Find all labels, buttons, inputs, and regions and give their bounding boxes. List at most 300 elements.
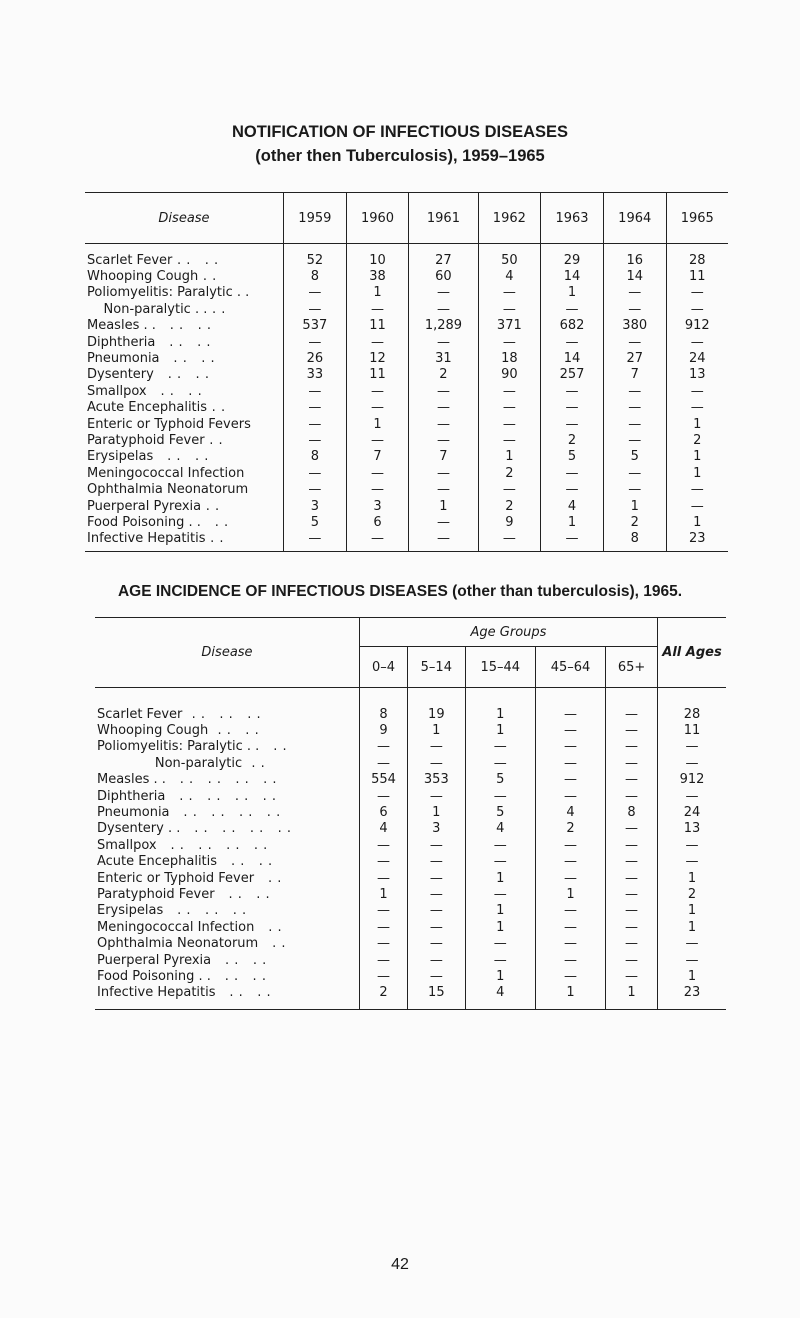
cell-value: — <box>666 481 728 497</box>
cell-value: — <box>360 854 408 870</box>
cell-value: 15 <box>407 985 465 1010</box>
cell-value: — <box>658 952 727 968</box>
cell-value: — <box>658 854 727 870</box>
dot-leader: . . . . <box>215 985 272 1001</box>
cell-value: 24 <box>666 350 728 366</box>
cell-value: — <box>360 788 408 804</box>
table-row <box>95 788 726 804</box>
table-row <box>95 739 726 755</box>
cell-value: 6 <box>346 514 409 530</box>
table-row <box>85 334 728 350</box>
cell-value: — <box>407 854 465 870</box>
cell-value: 2 <box>541 432 604 448</box>
cell-value: 18 <box>478 350 541 366</box>
cell-value: 8 <box>284 449 347 465</box>
cell-value: — <box>346 481 409 497</box>
age-groups-header: Age Groups <box>360 618 658 647</box>
cell-value: — <box>541 383 604 399</box>
disease-name <box>85 268 284 284</box>
disease-name <box>85 498 284 514</box>
cell-value: 7 <box>346 449 409 465</box>
cell-value: — <box>535 919 605 935</box>
disease-label: Measles . . <box>87 318 156 334</box>
cell-value: — <box>658 837 727 853</box>
disease-name <box>95 985 360 1010</box>
age-incidence-table <box>95 617 726 1010</box>
table-row <box>95 886 726 902</box>
cell-value: — <box>541 400 604 416</box>
cell-value: — <box>603 416 666 432</box>
cell-value: — <box>535 968 605 984</box>
dot-leader: . . . . <box>214 886 271 902</box>
cell-value: — <box>541 416 604 432</box>
dot-leader: . . <box>205 531 225 547</box>
disease-label: Enteric or Typhoid Fevers <box>87 416 251 432</box>
cell-value: — <box>478 432 541 448</box>
cell-value: — <box>606 821 658 837</box>
cell-value: 8 <box>360 688 408 723</box>
table-row <box>85 244 728 269</box>
cell-value: — <box>606 688 658 723</box>
cell-value: — <box>658 755 727 771</box>
cell-value: 28 <box>658 688 727 723</box>
cell-value: — <box>407 952 465 968</box>
table-row <box>85 301 728 317</box>
disease-label: Enteric or Typhoid Fever <box>97 870 255 886</box>
table-row <box>85 400 728 416</box>
dot-leader: . . <box>204 432 224 448</box>
disease-label: Scarlet Fever <box>87 252 173 268</box>
cell-value: — <box>409 481 478 497</box>
cell-value: 1 <box>465 722 535 738</box>
cell-value: — <box>409 285 478 301</box>
cell-value: — <box>535 854 605 870</box>
disease-name <box>95 952 360 968</box>
cell-value: 28 <box>666 244 728 269</box>
cell-value: — <box>360 952 408 968</box>
cell-value: — <box>284 432 347 448</box>
cell-value: 8 <box>284 268 347 284</box>
table-row <box>95 952 726 968</box>
disease-label: Poliomyelitis: Paralytic . . <box>87 285 250 301</box>
cell-value: — <box>541 334 604 350</box>
cell-value: — <box>407 837 465 853</box>
cell-value: — <box>535 688 605 723</box>
table-row <box>95 722 726 738</box>
cell-value: — <box>666 285 728 301</box>
page-number: 42 <box>391 1256 409 1273</box>
cell-value: — <box>284 531 347 552</box>
year-header: 1965 <box>666 193 728 244</box>
cell-value: 1 <box>535 886 605 902</box>
cell-value: — <box>603 400 666 416</box>
cell-value: 1 <box>407 804 465 820</box>
disease-name <box>85 334 284 350</box>
disease-name <box>95 837 360 853</box>
cell-value: — <box>465 755 535 771</box>
cell-value: 1 <box>658 903 727 919</box>
cell-value: — <box>535 935 605 951</box>
cell-value: — <box>407 739 465 755</box>
disease-name <box>95 788 360 804</box>
cell-value: — <box>346 383 409 399</box>
cell-value: — <box>284 383 347 399</box>
cell-value: — <box>541 301 604 317</box>
page-title: NOTIFICATION OF INFECTIOUS DISEASES <box>231 123 569 141</box>
cell-value: — <box>407 870 465 886</box>
dot-leader: . . . . . . <box>163 903 247 919</box>
cell-value: 257 <box>541 367 604 383</box>
table-row <box>85 481 728 497</box>
cell-value: — <box>603 383 666 399</box>
cell-value: 912 <box>666 318 728 334</box>
disease-label: Dysentery . . <box>97 821 181 837</box>
disease-name <box>95 854 360 870</box>
cell-value: — <box>284 416 347 432</box>
cell-value: — <box>284 400 347 416</box>
cell-value: — <box>541 465 604 481</box>
disease-label: Puerperal Pyrexia <box>97 952 212 968</box>
cell-value: — <box>409 400 478 416</box>
cell-value: 10 <box>346 244 409 269</box>
cell-value: — <box>465 952 535 968</box>
dot-leader: . . . . . . . . <box>169 805 281 821</box>
disease-label: Food Poisoning . . <box>87 514 201 530</box>
age-group-header: 45–64 <box>535 647 605 688</box>
disease-label: Acute Encephalitis <box>97 854 218 870</box>
cell-value: — <box>606 755 658 771</box>
dot-leader: . . . . <box>172 252 219 268</box>
disease-name <box>85 350 284 366</box>
cell-value: — <box>465 886 535 902</box>
cell-value: — <box>465 854 535 870</box>
cell-value: 1 <box>603 498 666 514</box>
cell-value: — <box>360 739 408 755</box>
cell-value: — <box>478 334 541 350</box>
cell-value: — <box>407 919 465 935</box>
cell-value: 23 <box>666 531 728 552</box>
cell-value: — <box>409 301 478 317</box>
disease-label: Infective Hepatitis <box>87 531 206 547</box>
cell-value: — <box>407 903 465 919</box>
cell-value: — <box>465 837 535 853</box>
cell-value: — <box>409 383 478 399</box>
cell-value: 24 <box>658 804 727 820</box>
cell-value: — <box>346 334 409 350</box>
disease-label: Non-paralytic . . <box>87 301 208 317</box>
cell-value: — <box>360 755 408 771</box>
dot-leader: . . . . . . . . <box>156 837 268 853</box>
cell-value: 1 <box>666 514 728 530</box>
table-row <box>85 531 728 552</box>
cell-value: 27 <box>603 350 666 366</box>
disease-label: Puerperal Pyrexia <box>87 498 202 514</box>
table-row <box>85 416 728 432</box>
cell-value: 5 <box>541 449 604 465</box>
notifications-table <box>85 192 728 552</box>
cell-value: — <box>478 285 541 301</box>
cell-value: 1 <box>478 449 541 465</box>
cell-value: — <box>346 301 409 317</box>
disease-label: Poliomyelitis: Paralytic . . <box>97 739 260 755</box>
cell-value: — <box>284 285 347 301</box>
disease-label: Meningococcal Infection <box>87 465 245 481</box>
cell-value: 380 <box>603 318 666 334</box>
cell-value: 38 <box>346 268 409 284</box>
table-row <box>95 919 726 935</box>
cell-value: 1 <box>465 688 535 723</box>
cell-value: 1 <box>666 416 728 432</box>
dot-leader: . . . . . . . . <box>180 821 292 837</box>
table-row <box>85 432 728 448</box>
table-row <box>85 498 728 514</box>
all-ages-header: All Ages <box>658 618 727 688</box>
age-group-header: 65+ <box>606 647 658 688</box>
year-header: 1962 <box>478 193 541 244</box>
cell-value: — <box>606 722 658 738</box>
cell-value: — <box>603 334 666 350</box>
disease-label: Smallpox <box>87 383 147 399</box>
cell-value: 7 <box>603 367 666 383</box>
cell-value: 1,289 <box>409 318 478 334</box>
cell-value: — <box>284 481 347 497</box>
cell-value: — <box>478 383 541 399</box>
disease-name <box>95 772 360 788</box>
cell-value: 4 <box>535 804 605 820</box>
cell-value: — <box>606 739 658 755</box>
cell-value: 11 <box>666 268 728 284</box>
disease-name <box>85 367 284 383</box>
cell-value: — <box>284 334 347 350</box>
disease-name <box>85 285 284 301</box>
cell-value: 1 <box>658 968 727 984</box>
cell-value: 1 <box>346 416 409 432</box>
disease-name <box>95 688 360 723</box>
cell-value: — <box>666 334 728 350</box>
cell-value: — <box>360 870 408 886</box>
age-group-header: 5–14 <box>407 647 465 688</box>
year-header: 1963 <box>541 193 604 244</box>
cell-value: — <box>360 935 408 951</box>
cell-value: 1 <box>666 465 728 481</box>
cell-value: — <box>478 481 541 497</box>
cell-value: — <box>409 334 478 350</box>
disease-name <box>85 318 284 334</box>
disease-name <box>85 531 284 552</box>
disease-name <box>85 416 284 432</box>
dot-leader: . . <box>254 870 282 886</box>
dot-leader: . . . . <box>155 334 211 350</box>
cell-value: 6 <box>360 804 408 820</box>
cell-value: — <box>478 301 541 317</box>
cell-value: 1 <box>658 870 727 886</box>
cell-value: — <box>606 837 658 853</box>
cell-value: 7 <box>409 449 478 465</box>
table-row <box>95 688 726 723</box>
cell-value: 371 <box>478 318 541 334</box>
cell-value: 14 <box>541 268 604 284</box>
cell-value: 52 <box>284 244 347 269</box>
table-row <box>85 350 728 366</box>
table-row <box>85 367 728 383</box>
cell-value: 2 <box>666 432 728 448</box>
cell-value: 1 <box>465 870 535 886</box>
year-header: 1964 <box>603 193 666 244</box>
cell-value: 353 <box>407 772 465 788</box>
disease-label: Paratyphoid Fever <box>87 432 205 448</box>
cell-value: 29 <box>541 244 604 269</box>
cell-value: — <box>465 739 535 755</box>
cell-value: — <box>360 919 408 935</box>
dot-leader: . . <box>201 498 220 514</box>
cell-value: — <box>478 400 541 416</box>
cell-value: — <box>666 400 728 416</box>
cell-value: 1 <box>535 985 605 1010</box>
cell-value: 3 <box>346 498 409 514</box>
disease-name <box>95 968 360 984</box>
cell-value: 4 <box>541 498 604 514</box>
cell-value: 33 <box>284 367 347 383</box>
cell-value: — <box>409 465 478 481</box>
dot-leader: . . . . <box>155 318 212 334</box>
dot-leader: . . . . <box>153 367 210 383</box>
cell-value: 2 <box>603 514 666 530</box>
cell-value: — <box>535 739 605 755</box>
cell-value: — <box>409 416 478 432</box>
table-row <box>95 870 726 886</box>
dot-leader: . . . . <box>153 449 209 465</box>
disease-name <box>95 755 360 771</box>
disease-column-header: Disease <box>85 193 284 244</box>
cell-value: 4 <box>478 268 541 284</box>
cell-value: — <box>603 285 666 301</box>
cell-value: 3 <box>284 498 347 514</box>
cell-value: 1 <box>409 498 478 514</box>
cell-value: 2 <box>478 465 541 481</box>
dot-leader: . . <box>207 301 226 317</box>
cell-value: — <box>407 788 465 804</box>
cell-value: 1 <box>465 919 535 935</box>
cell-value: — <box>409 531 478 552</box>
cell-value: — <box>541 481 604 497</box>
cell-value: — <box>658 739 727 755</box>
cell-value: 2 <box>478 498 541 514</box>
table-row <box>95 837 726 853</box>
cell-value: 4 <box>360 821 408 837</box>
cell-value: 537 <box>284 318 347 334</box>
dot-leader: . . <box>242 755 266 771</box>
disease-name <box>95 935 360 951</box>
cell-value: 27 <box>409 244 478 269</box>
dot-leader: . . . . <box>159 351 216 367</box>
cell-value: — <box>658 935 727 951</box>
cell-value: — <box>606 854 658 870</box>
cell-value: — <box>407 968 465 984</box>
cell-value: 912 <box>658 772 727 788</box>
cell-value: — <box>535 755 605 771</box>
cell-value: — <box>535 722 605 738</box>
dot-leader: . . . . . . . . <box>165 772 278 788</box>
cell-value: — <box>606 968 658 984</box>
cell-value: 4 <box>465 821 535 837</box>
table-row <box>85 383 728 399</box>
cell-value: — <box>465 788 535 804</box>
dot-leader: . . <box>200 514 229 530</box>
disease-label: Infective Hepatitis <box>97 985 216 1001</box>
cell-value: 1 <box>346 285 409 301</box>
cell-value: — <box>603 481 666 497</box>
cell-value: 2 <box>658 886 727 902</box>
cell-value: — <box>407 886 465 902</box>
table-row <box>85 514 728 530</box>
cell-value: — <box>606 903 658 919</box>
table-row <box>95 968 726 984</box>
cell-value: 19 <box>407 688 465 723</box>
page-subtitle: (other then Tuberculosis), 1959–1965 <box>255 147 545 165</box>
disease-name <box>85 432 284 448</box>
cell-value: — <box>478 531 541 552</box>
cell-value: — <box>541 531 604 552</box>
year-header: 1960 <box>346 193 409 244</box>
cell-value: — <box>603 465 666 481</box>
dot-leader: . . . . <box>210 968 267 984</box>
table-header-row <box>95 618 726 647</box>
dot-leader: . . <box>254 919 283 935</box>
dot-leader: . . . . . . <box>182 706 262 722</box>
disease-name <box>85 301 284 317</box>
cell-value: 26 <box>284 350 347 366</box>
cell-value: — <box>535 870 605 886</box>
table-row <box>95 854 726 870</box>
dot-leader: . . <box>198 269 217 285</box>
year-header: 1959 <box>284 193 347 244</box>
cell-value: 90 <box>478 367 541 383</box>
cell-value: — <box>535 903 605 919</box>
cell-value: 554 <box>360 772 408 788</box>
table-header-row <box>85 193 728 244</box>
disease-label: Diphtheria <box>97 788 166 804</box>
disease-column-header: Disease <box>95 618 360 688</box>
cell-value: — <box>346 432 409 448</box>
disease-label: Meningococcal Infection <box>97 919 255 935</box>
cell-value: — <box>465 935 535 951</box>
cell-value: 1 <box>666 449 728 465</box>
cell-value: — <box>606 772 658 788</box>
table-row <box>95 935 726 951</box>
disease-name <box>95 886 360 902</box>
cell-value: 1 <box>407 722 465 738</box>
cell-value: — <box>603 432 666 448</box>
section-title: AGE INCIDENCE OF INFECTIOUS DISEASES (other than tuberculosis), 1965. <box>117 583 683 600</box>
cell-value: 3 <box>407 821 465 837</box>
cell-value: — <box>666 301 728 317</box>
cell-value: — <box>658 788 727 804</box>
table-row <box>95 755 726 771</box>
dot-leader: . . <box>207 400 226 416</box>
cell-value: 2 <box>535 821 605 837</box>
cell-value: — <box>346 531 409 552</box>
disease-name <box>95 804 360 820</box>
cell-value: 11 <box>346 367 409 383</box>
cell-value: — <box>606 788 658 804</box>
cell-value: — <box>666 498 728 514</box>
table-row <box>95 772 726 788</box>
disease-label: Measles . . <box>97 772 166 788</box>
table-row <box>95 821 726 837</box>
disease-name <box>95 722 360 738</box>
cell-value: 13 <box>666 367 728 383</box>
cell-value: 16 <box>603 244 666 269</box>
